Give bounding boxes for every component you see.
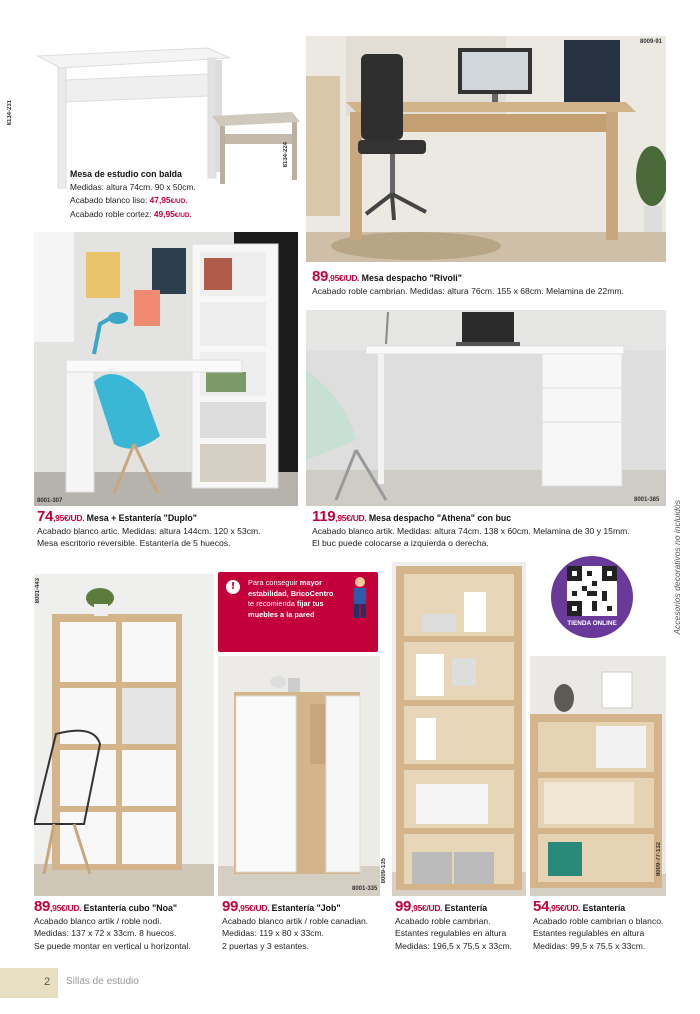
caption-athena (312, 508, 630, 550)
product-spec: Medidas: 196,5 x 75,5 x 33cm. (395, 940, 513, 951)
caption-noa (34, 898, 191, 952)
price-decimal: ,95€/UD. (238, 903, 270, 913)
photo-athena-desk (306, 310, 666, 506)
price-decimal: ,95€/UD. (411, 903, 443, 913)
caption-small-shelf (533, 898, 664, 952)
product-name: Estantería (582, 903, 626, 913)
product-spec: Acabado roble cambrian o blanco. (533, 915, 664, 926)
notice-bold: estabilidad, BricoCentro (248, 588, 334, 598)
price-integer: 89 (312, 268, 329, 285)
product-spec: Medidas: altura 74cm. 90 x 50cm. (70, 182, 196, 192)
product-name: Estantería "Job" (271, 903, 341, 913)
finish-price: 47,95 (149, 195, 171, 205)
product-name: Mesa despacho "Rivoli" (361, 273, 462, 283)
caption-duplo (37, 508, 261, 550)
notice-bold: mayor (299, 578, 322, 587)
product-spec: Se puede montar en vertical u horizontal. (34, 940, 191, 951)
finish-label: Acabado blanco liso: (70, 195, 150, 205)
stability-notice (218, 572, 378, 652)
finish-unit: €/UD. (174, 212, 192, 219)
side-note: Accesorios decorativos no incluidos (672, 500, 682, 635)
product-spec: Estantes regulables en altura (533, 928, 645, 938)
price-integer: 54 (533, 898, 550, 915)
price-integer: 99 (222, 898, 239, 915)
price-decimal: ,95€/UD. (50, 903, 82, 913)
product-spec: El buc puede colocarse a izquierda o derecha. (312, 538, 489, 548)
product-code: 8001-307 (37, 498, 63, 504)
product-name: Estantería cubo "Noa" (83, 903, 178, 913)
caption-tall-shelf (395, 898, 513, 952)
caption-study-desk (70, 168, 196, 222)
finish-price: 49,95 (153, 209, 175, 219)
product-spec: Medidas: 119 x 80 x 33cm. (222, 928, 325, 938)
product-spec: Acabado blanco artik / roble canadian. (222, 915, 369, 926)
notice-bold: muebles a la pared (248, 609, 315, 619)
page-number: 2 (44, 976, 51, 988)
product-name: Estantería (444, 903, 488, 913)
notice-text: Para conseguir (248, 578, 300, 587)
product-code: 8009-135 (381, 858, 387, 884)
caption-job (222, 898, 369, 952)
price-integer: 89 (34, 898, 51, 915)
notice-bold: fijar tus (296, 599, 324, 608)
photo-noa-shelf (34, 574, 214, 896)
product-spec: Acabado blanco artik. Medidas: altura 74cm. 138 x 60cm. Melamina de 30 y 15mm. (312, 525, 630, 536)
photo-rivoli-desk (306, 36, 666, 262)
worker-illustration (346, 576, 376, 620)
product-code: 8134-231 (7, 100, 13, 126)
product-spec: Acabado blanco artik / roble nodi. (34, 915, 162, 926)
product-code: 8001-385 (634, 497, 660, 503)
price-integer: 119 (312, 508, 336, 525)
notice-text: te recomienda (248, 599, 297, 608)
product-spec: Estantes regulables en altura (395, 928, 507, 938)
product-code: 8001-335 (352, 886, 378, 892)
caption-rivoli (312, 268, 624, 297)
price-integer: 74 (37, 508, 54, 525)
alert-icon: ! (226, 580, 240, 594)
price-integer: 99 (395, 898, 412, 915)
price-decimal: ,95€/UD. (53, 513, 85, 523)
photo-small-shelf (530, 656, 666, 896)
product-code: 8001-443 (35, 578, 41, 604)
product-code: 8009-77-132 (656, 842, 662, 877)
product-spec: Medidas: 137 x 72 x 33cm. 8 huecos. (34, 928, 177, 938)
price-decimal: ,95€/UD. (328, 273, 360, 283)
photo-tall-shelf (392, 562, 526, 896)
qr-badge[interactable] (551, 556, 633, 638)
product-name: Mesa + Estantería "Duplo" (86, 513, 197, 523)
product-spec: Acabado roble cambrian. (395, 915, 491, 926)
finish-unit: €/UD. (170, 198, 188, 205)
product-code: 8009-91 (640, 39, 663, 45)
qr-code-icon (567, 566, 617, 616)
photo-duplo-desk (34, 232, 298, 506)
price-decimal: ,95€/UD. (335, 513, 367, 523)
qr-label: TIENDA ONLINE (567, 620, 617, 627)
price-decimal: ,95€/UD. (549, 903, 581, 913)
product-spec: Acabado roble cambrian. Medidas: altura 76cm. 155 x 68cm. Melamina de 22mm. (312, 285, 624, 296)
page-footer (0, 968, 700, 998)
product-spec: Medidas: 99,5 x 75,5 x 33cm. (533, 940, 646, 951)
section-title: Sillas de estudio (66, 976, 139, 987)
photo-job-shelf (218, 656, 380, 896)
product-spec: 2 puertas y 3 estantes. (222, 940, 309, 951)
finish-label: Acabado roble cortez: (70, 209, 154, 219)
product-code: 8134-224 (283, 142, 289, 168)
product-spec: Acabado blanco artic. Medidas: altura 144cm. 120 x 53cm. (37, 525, 261, 536)
product-name: Mesa de estudio con balda (70, 169, 182, 179)
product-spec: Mesa escritorio reversible. Estantería de 5 huecos. (37, 538, 231, 548)
product-name: Mesa despacho "Athena" con buc (368, 513, 512, 523)
